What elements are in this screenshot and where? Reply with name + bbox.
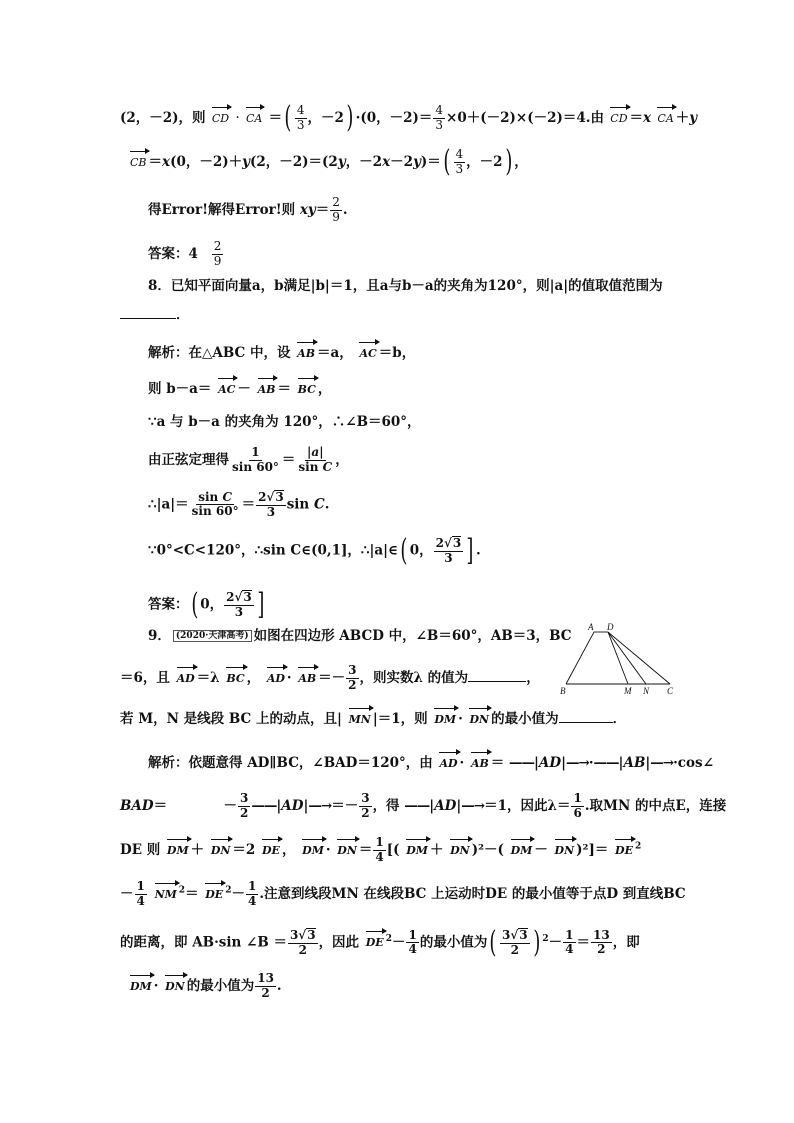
sol7-line1: (2，－2)，则 CD · CA ＝( $\frac{4}{3}$ ，－2) ·(0，－2)＝ $\frac{4}{3}$ ×0＋(－2)×(－2)＝4.由 CD ＝x CA ＋y [120,100,698,136]
sol9-line3: DE 则 DM ＋ DN ＝2 DE ， DM · DN ＝ $\frac{1}{4}$ [( DM ＋ DN )²－( DM － DN )²]＝ DE $^2$ [120,835,642,864]
vec-DM-6: DM [130,975,152,992]
vec-DN: DN [469,708,489,725]
vec-AB-2: AB [258,378,276,395]
vec-DN-6: DN [165,975,185,992]
vec-DE-2: DE [615,839,633,856]
label-B: B [560,686,566,696]
vec-AD-3: AD [439,752,457,769]
sol8-line6: ∵0°<C<120°，∴sin C∈(0,1]，∴|a|∈( 0， $\frac{2√3}{3}$ ] . [148,532,481,568]
sol7-line2: CB ＝x(0，－2)＋y(2，－2)＝(2y，－2x－2y)＝( $\frac{4}{3}$ ，－2) ， [130,144,528,180]
sol9-line4: － $\frac{1}{4}$ NM $^2$＝ DE $^2$－ $\frac{1}{4}$ .注意到线段MN 在线段BC 上运动时DE 的最小值等于点D 到直线BC [120,879,686,908]
vec-BC-2: BC [226,667,244,684]
vec-DE-3: DE [205,883,223,900]
vec-AB-3: AB [298,667,316,684]
vec-AB-4: AB [471,752,489,769]
sol9-line2: BAD＝ － $\frac{3}{2}$ ——|AD|—→＝－ $\frac{3}{2}$ ，得 ——|AD|—→＝1，因此λ＝ $\frac{1}{6}$ .取MN 的中点E，连接 [120,791,727,820]
question-9-line1: 9． (2020·天津高考) 如图在四边形 ABCD 中，∠B＝60°，AB＝3，BC [148,628,572,644]
vec-CA-2: CA [657,107,673,124]
label-A: A [588,622,594,632]
label-N: N [643,686,650,696]
vec-DM: DM [434,708,456,725]
sol9-line1: 解析：依题意得 AD∥BC，∠BAD＝120°，由 AD · AB ＝ ——|AD|—→·——|AB|—→·cos∠ [148,752,714,771]
vec-DM-3: DM [302,839,324,856]
vec-AD-2: AD [267,667,285,684]
vec-AC: AC [359,342,376,359]
vec-CD-2: CD [610,107,627,124]
sol9-line6: DM · DN 的最小值为 $\frac{13}{2}$ . [130,971,282,1000]
sol8-line4: 由正弦定理得 $\frac{1}{\sin 60^\circ}$ ＝ $\frac{|a|}{\text{sin C}}$ ， [148,445,349,474]
vec-DM-2: DM [167,839,189,856]
quadrilateral-figure [556,622,680,696]
answer-7: 答案：4 $\frac{2}{9}$ [148,239,222,268]
label-M: M [624,686,632,696]
sol9-line5: 的距离，即 AB·sin ∠B ＝ $\frac{3√3}{2}$ ，因此 DE $^2$－ $\frac{1}{4}$ 的最小值为( $\frac{3√3}{2}$ ) $^2$－ $\frac{1}{4}$ ＝ $\frac{13}{2}$ ，即 [120,924,640,960]
label-D: D [607,622,614,632]
vec-AB: AB [297,342,315,359]
vec-DN-2: DN [211,839,231,856]
vec-DM-5: DM [511,839,533,856]
vec-BC: BC [298,378,316,395]
sol8-line3: ∵a 与 b－a 的夹角为 120°，∴∠B＝60°， [148,414,421,430]
vec-CD: CD [212,107,229,124]
answer-8: 答案：( 0， $\frac{2√3}{3}$ ] [148,586,265,622]
sol8-line1: 解析：在△ABC 中，设 AB ＝a， AC ＝b， [148,342,415,361]
vec-CA: CA [246,107,262,124]
question-8-blank: ． [120,306,190,323]
vec-CB: CB [130,151,147,168]
vec-DE-4: DE [366,931,384,948]
vec-MN: MN [349,708,371,725]
question-9-line2: ＝6，且 AD ＝λ BC ， AD · AB ＝－ $\frac{3}{2}$ ，则实数λ 的值为 ， [120,663,540,692]
vec-NM: NM [155,883,177,900]
vec-DN-5: DN [555,839,575,856]
question-8-stem: 8．已知平面向量a，b满足|b|＝1，且a与b－a的夹角为120°，则|a|的值取值范围为 [148,278,663,294]
sol8-line2: 则 b－a＝ AC － AB ＝ BC ， [148,378,331,397]
vec-DM-4: DM [406,839,428,856]
label-C: C [667,686,674,696]
vec-AC-2: AC [218,378,235,395]
vec-DE: DE [262,839,280,856]
question-9-line3: 若 M，N 是线段 BC 上的动点，且| MN |＝1，则 DM · DN 的最小值为 ． [120,708,626,727]
vec-AD: AD [177,667,195,684]
vec-DN-3: DN [337,839,357,856]
sol8-line5: ∴|a|＝ $\frac{\text{sin C}}{\sin 60^\circ}$ ＝ $\frac{2√3}{3}$ sin C. [148,489,330,519]
sol7-line3: 得Error!解得Error!则 xy＝ $\frac{2}{9}$ . [148,195,348,224]
vec-DN-4: DN [450,839,470,856]
